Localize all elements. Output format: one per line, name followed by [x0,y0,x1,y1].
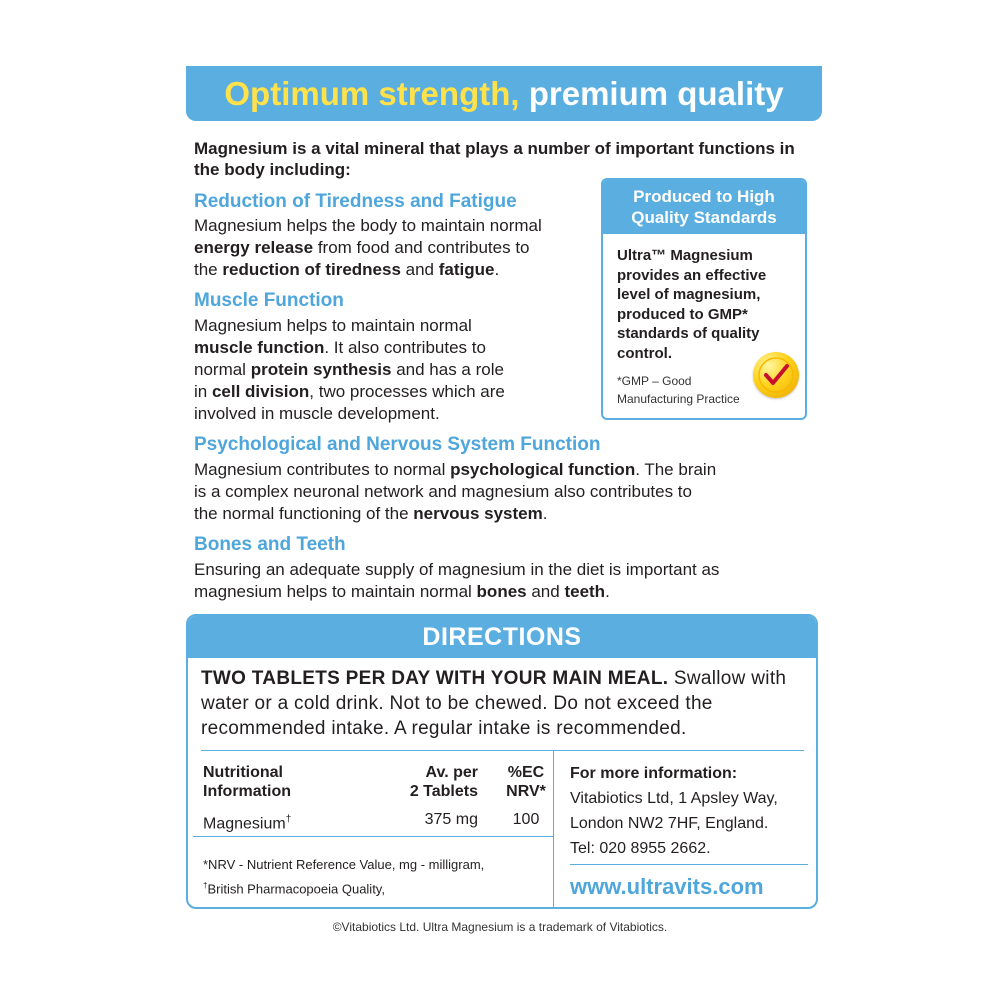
directions-text: TWO TABLETS PER DAY WITH YOUR MAIN MEAL. Swallow with water or a cold drink. Not to be chewed. Do not exceed the recommended intake. A regular intake is recommended. [201,668,787,739]
section-text-bones: Ensuring an adequate supply of magnesium in the diet is important as magnesium helps to maintain normal bones and teeth. [194,560,720,601]
quality-box-text: Ultra™ Magnesium provides an effective level of magnesium, produced to GMP* standards of quality control. [617,247,767,362]
check-seal-icon [753,352,799,398]
quality-standards-box [601,178,807,420]
nutrition-col-header-nrv: %EC NRV* [506,764,546,800]
section-heading-bones: Bones and Teeth [194,534,346,555]
divider [553,750,554,909]
intro-text: Magnesium is a vital mineral that plays a number of important functions in the body including: [194,139,795,179]
divider [193,836,553,837]
section-heading-tiredness: Reduction of Tiredness and Fatigue [194,191,517,212]
website-link[interactable]: www.ultravits.com [570,874,764,899]
header-highlight: Optimum strength, [224,74,520,112]
contact-heading: For more information: [570,765,738,782]
section-heading-psychological: Psychological and Nervous System Function [194,434,601,455]
nutrition-row-amount: 375 mg [424,811,478,828]
section-text-psychological: Magnesium contributes to normal psychological function. The brain is a complex neuronal network and magnesium also contributes to the normal functioning of the nervous system. [194,460,717,523]
copyright-text: ©Vitabiotics Ltd. Ultra Magnesium is a trademark of Vitabiotics. [332,920,668,934]
directions-panel [186,614,818,909]
header-title: premium quality [528,74,784,112]
divider [201,750,804,751]
nutrition-footnotes: *NRV - Nutrient Reference Value, mg - milligram, †British Pharmacopoeia Quality, [203,857,485,897]
header-banner [186,66,822,121]
contact-info: For more information: Vitabiotics Ltd, 1 Apsley Way, London NW2 7HF, England. Tel: 020 8955 2662. [570,765,778,857]
section-text-muscle: Magnesium helps to maintain normal muscle function. It also contributes to normal protein synthesis and has a role in cell division, two processes which are involved in muscle development. [194,316,505,423]
section-text-tiredness: Magnesium helps the body to maintain normal energy release from food and contributes to the reduction of tiredness and fatigue. [194,216,542,279]
nutrition-row-name: Magnesium† [203,814,292,833]
directions-title: DIRECTIONS [188,616,816,658]
quality-box-title: Produced to High Quality Standards [603,180,805,234]
nutrition-row-nrv: 100 [512,811,540,828]
divider [570,864,808,865]
nutrition-col-header-amount: Av. per 2 Tablets [409,764,478,800]
gmp-footnote: *GMP – Good Manufacturing Practice [617,374,740,406]
nutrition-col-header-info: Nutritional Information [203,764,291,800]
section-heading-muscle: Muscle Function [194,290,344,311]
